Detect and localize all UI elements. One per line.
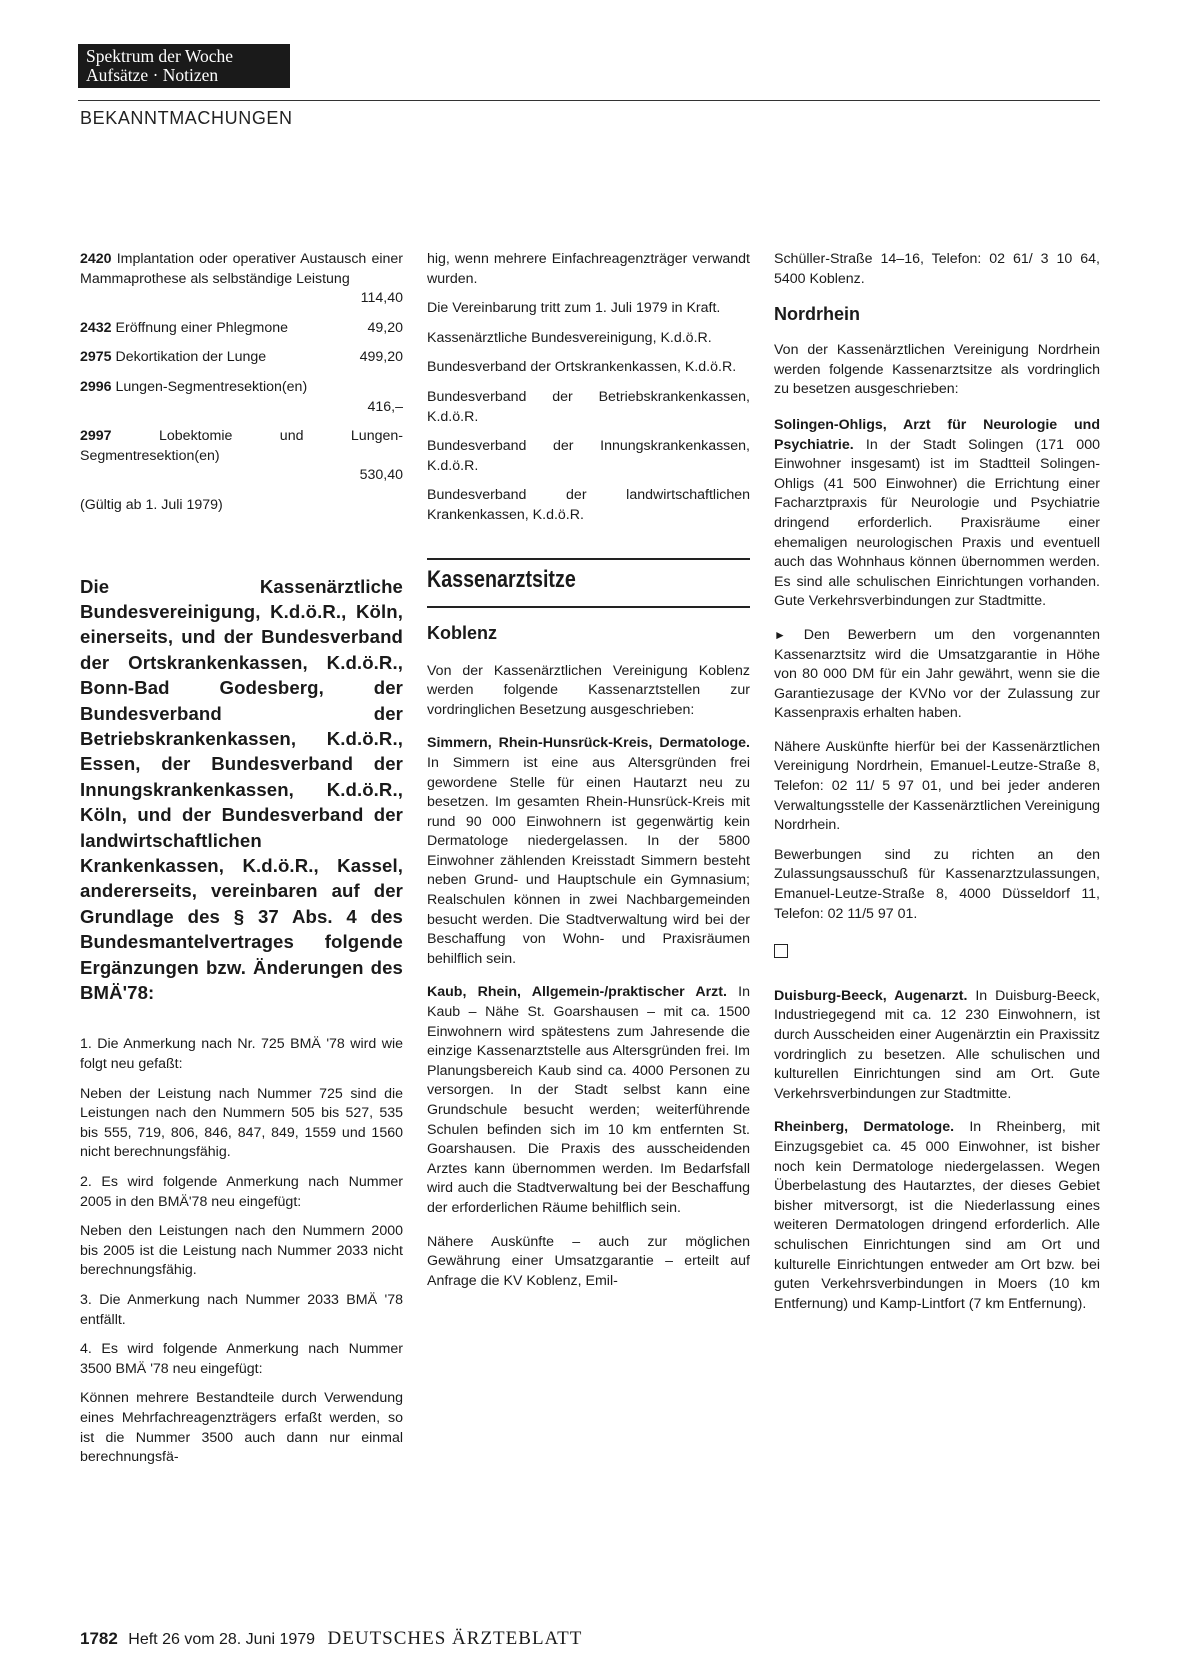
header-rule (78, 100, 1100, 101)
fee-price: 49,20 (367, 319, 403, 336)
signatory: Bundesverband der Innungskrankenkassen, K.d.ö.R. (427, 438, 750, 474)
fee-number: 2975 (80, 349, 112, 366)
listing-lead: Simmern, Rhein-Hunsrück-Kreis, Dermatologe. (427, 735, 750, 752)
fee-text: Implantation oder operativer Austausch einer Mammaprothese als selbständige Leistung (80, 251, 403, 287)
issue-line: Heft 26 vom 28. Juni 1979 (128, 1631, 316, 1648)
paragraph: Nähere Auskünfte hierfür bei der Kassenärztlichen Vereinigung Nordrhein, Emanuel-Leutze-Straße 8, Telefon: 02 11/ 5 97 01, und bei jeder anderen Verwaltungsstelle der Kassenärztlichen Vereinigung Nordrhein. (774, 738, 1100, 834)
agreement-headline: Die Kassenärztliche Bundesvereinigung, K.d.ö.R., Köln, einerseits, und der Bundesverband der Ortskrankenkassen, K.d.ö.R., Bonn-Bad Godesberg, der Bundesverband der Betriebskrankenkassen, K.d.ö.R., Essen, der Bundesverband der Innungskrankenkassen, K.d.ö.R., Köln, und der Bundesverband der landwirtschaftlichen Krankenkassen, K.d.ö.R., Kassel, andererseits, vereinbaren auf der Grundlage des § 37 Abs. 4 des Bundesmantelvertrages folgende Ergänzungen bzw. Änderungen des BMÄ'78: (80, 575, 403, 1004)
paragraph: Neben den Leistungen nach den Nummern 2000 bis 2005 ist die Leistung nach Nummer 2033 nicht berechnungsfähig. (80, 1223, 403, 1279)
fee-item (80, 250, 403, 309)
paragraph: 3. Die Anmerkung nach Nummer 2033 BMÄ '78 entfällt. (80, 1291, 403, 1328)
paragraph: Nähere Auskünfte – auch zur möglichen Gewährung einer Umsatzgarantie – erteilt auf Anfrage die KV Koblenz, Emil- (427, 1233, 750, 1289)
arrow-icon: ► (774, 627, 786, 642)
signatory: Kassenärztliche Bundesvereinigung, K.d.ö.R. (427, 329, 712, 346)
fee-item (80, 427, 403, 486)
column-2 (427, 250, 750, 1301)
listing-lead: Solingen-Ohligs, Arzt für Neurologie und Psychiatrie. (774, 416, 1100, 453)
fee-number: 2420 (80, 251, 112, 267)
publication-badge (78, 44, 290, 88)
section-rule-bottom (427, 606, 750, 608)
journal-name: DEUTSCHES ÄRZTEBLATT (327, 1628, 583, 1649)
listing-duisburg (774, 987, 1100, 1105)
listing-text: In der Stadt Solingen (171 000 Einwohner insgesamt) ist im Stadtteil Solingen-Ohligs (41 500 Einwohner) die Errichtung einer Facharztpraxis für Neurologie und Psychiatrie dringend erforderlich. Praxisräume einer ehemaligen neurologischen Praxis und eventuell auch das Wohnhaus können übernommen werden. Es sind alle schulischen Einrichtungen vorhanden. Gute Verkehrsverbindungen zur Stadtmitte. (774, 436, 1100, 610)
paragraph: Neben der Leistung nach Nummer 725 sind die Leistungen nach den Nummern 505 bis 527, 535 bis 555, 719, 806, 846, 847, 849, 1559 und 1560 nicht berechnungsfähig. (80, 1085, 403, 1161)
region-heading-koblenz: Koblenz (427, 622, 497, 643)
signatory: Bundesverband der Betriebskrankenkassen, K.d.ö.R. (427, 388, 750, 425)
fee-item (80, 319, 403, 339)
fee-text: Dekortikation der Lunge (115, 349, 267, 366)
badge-line-2: Aufsätze · Notizen (86, 65, 219, 85)
listing-lead: Rheinberg, Dermatologe. (774, 1119, 955, 1136)
paragraph: 2. Es wird folgende Anmerkung nach Nummer 2005 in den BMÄ'78 neu eingefügt: (80, 1174, 403, 1210)
paragraph: Die Vereinbarung tritt zum 1. Juli 1979 in Kraft. (427, 300, 721, 317)
fee-number: 2996 (80, 378, 112, 395)
paragraph: hig, wenn mehrere Einfachreagenzträger verwandt wurden. (427, 251, 750, 287)
listing-text: In Duisburg-Beeck, Industriegegend mit ca. 12 230 Einwohnern, ist durch Ausscheiden einer Augenärztin ein Praxissitz vordringlich zu besetzen. Alle schulischen und kulturellen Einrichtungen sind am Ort. Gute Verkehrsverbindungen zur Stadtmitte. (774, 987, 1100, 1102)
listing-text: Den Bewerbern um den vorgenannten Kassenarztsitz wird die Umsatzgarantie in Höhe von 80 000 DM für ein Jahr gewährt, wenn sie die Garantiezusage der KVNo vor der Zulassung zur Kassenpraxis erhalten haben. (774, 626, 1100, 722)
listing-kaub (427, 983, 750, 1218)
listing-text: In Rheinberg, mit Einzugsgebiet ca. 45 000 Einwohner, ist bisher noch kein Dermatologe niedergelassen. Wegen Überbelastung des Hautarztes, der dieses Gebiet bisher mitversorgt, ist die Niederlassung eines weiteren Dermatologen dringend erforderlich. Alle schulischen Einrichtungen sind am Ort und kulturelle Einrichtungen entweder am Ort bzw. bei guten Verkehrsverbindungen in Moers (10 km Entfernung) und Kamp-Lintfort (7 km Entfernung). (774, 1119, 1100, 1312)
region-heading-nordrhein: Nordrhein (774, 304, 861, 325)
section-rule-top (427, 558, 750, 560)
listing-simmern (427, 734, 750, 969)
listing-text: In Simmern ist eine aus Altersgründen frei gewordene Stelle für einen Hautarzt neu zu besetzen. Im gesamten Rhein-Hunsrück-Kreis mit rund 90 000 Einwohnern ist gegenwärtig kein Dermatologe niedergelassen. In der 5800 Einwohner zählenden Kreisstadt Simmern besteht neben Grund- und Hauptschule ein Gymnasium; Realschulen können in zwei Nachbargemeinden besucht werden. Die Stadtverwaltung wird bei der Beschaffung von Wohn- und Praxisräumen behilflich sein. (427, 754, 750, 967)
column-1 (80, 250, 403, 1478)
listing-lead: Kaub, Rhein, Allgemein-/praktischer Arzt. (427, 984, 727, 1001)
listing-text: In Kaub – Nähe St. Goarshausen – mit ca. 1500 Einwohnern wird spätestens zum Jahresende die einzige Kassenarztstelle aus Altersgründen frei. Im Planungsbereich Kaub sind ca. 4000 Personen zu versorgen. In der Stadt selbst kann eine Grundschule besucht werden; weiterführende Schulen befinden sich im 10 km entfernten St. Goarshausen. Die Praxis des ausscheidenden Arztes kann übernommen werden. Im Bedarfsfall wird auch die Stadtverwaltung bei der Beschaffung der erforderlichen Räume behilflich sein. (427, 984, 750, 1216)
notice-bewerber (774, 626, 1100, 724)
signatory: Bundesverband der landwirtschaftlichen Krankenkassen, K.d.ö.R. (427, 487, 750, 523)
fee-text: Eröffnung einer Phlegmone (115, 319, 288, 336)
section-heading: BEKANNTMACHUNGEN (80, 108, 293, 128)
badge-line-1: Spektrum der Woche (86, 46, 233, 66)
fee-item (80, 378, 403, 417)
paragraph: Schüller-Straße 14–16, Telefon: 02 61/ 3 10 64, 5400 Koblenz. (774, 251, 1100, 287)
page-number: 1782 (80, 1629, 118, 1648)
column-3 (774, 250, 1100, 1324)
separator-box-icon (774, 944, 788, 958)
listing-lead: Duisburg-Beeck, Augenarzt. (774, 987, 968, 1004)
paragraph: 4. Es wird folgende Anmerkung nach Nummer 3500 BMÄ '78 neu eingefügt: (80, 1341, 403, 1377)
page-footer (80, 1628, 582, 1650)
fee-text: Lungen-Segmentresektion(en) (115, 378, 308, 395)
paragraph: Können mehrere Bestandteile durch Verwendung eines Mehrfachreagenzträgers erfaßt werden, so ist die Nummer 3500 auch dann nur einmal berechnungsfä- (80, 1390, 403, 1466)
paragraph: Von der Kassenärztlichen Vereinigung Koblenz werden folgende Kassenarztstellen zur vordringlichen Besetzung ausgeschrieben: (427, 662, 750, 718)
section-title: Kassenarztsitze (427, 565, 576, 593)
paragraph: 1. Die Anmerkung nach Nr. 725 BMÄ '78 wird wie folgt neu gefaßt: (80, 1036, 403, 1073)
fee-number: 2997 (80, 428, 112, 445)
fee-number: 2432 (80, 319, 112, 336)
fee-text: Lobektomie und Lungen-Segmentresektion(en) (80, 428, 403, 464)
fee-item (80, 348, 403, 368)
fee-price: 416,– (367, 398, 403, 415)
paragraph: Bewerbungen sind zu richten an den Zulassungsausschuß für Kassenarztzulassungen, Emanuel-Leutze-Straße 8, 4000 Düsseldorf 11, Telefon: 02 11/5 97 01. (774, 846, 1100, 922)
signatory: Bundesverband der Ortskrankenkassen, K.d.ö.R. (427, 359, 737, 376)
fee-price: 499,20 (359, 349, 403, 366)
listing-solingen (774, 416, 1100, 612)
fee-price: 530,40 (359, 467, 403, 484)
paragraph: Von der Kassenärztlichen Vereinigung Nordrhein werden folgende Kassenarztsitze als vordringlich zu besetzen ausgeschrieben: (774, 342, 1100, 398)
listing-rheinberg (774, 1118, 1100, 1314)
validity-note: (Gültig ab 1. Juli 1979) (80, 496, 223, 513)
fee-price: 114,40 (360, 290, 403, 307)
